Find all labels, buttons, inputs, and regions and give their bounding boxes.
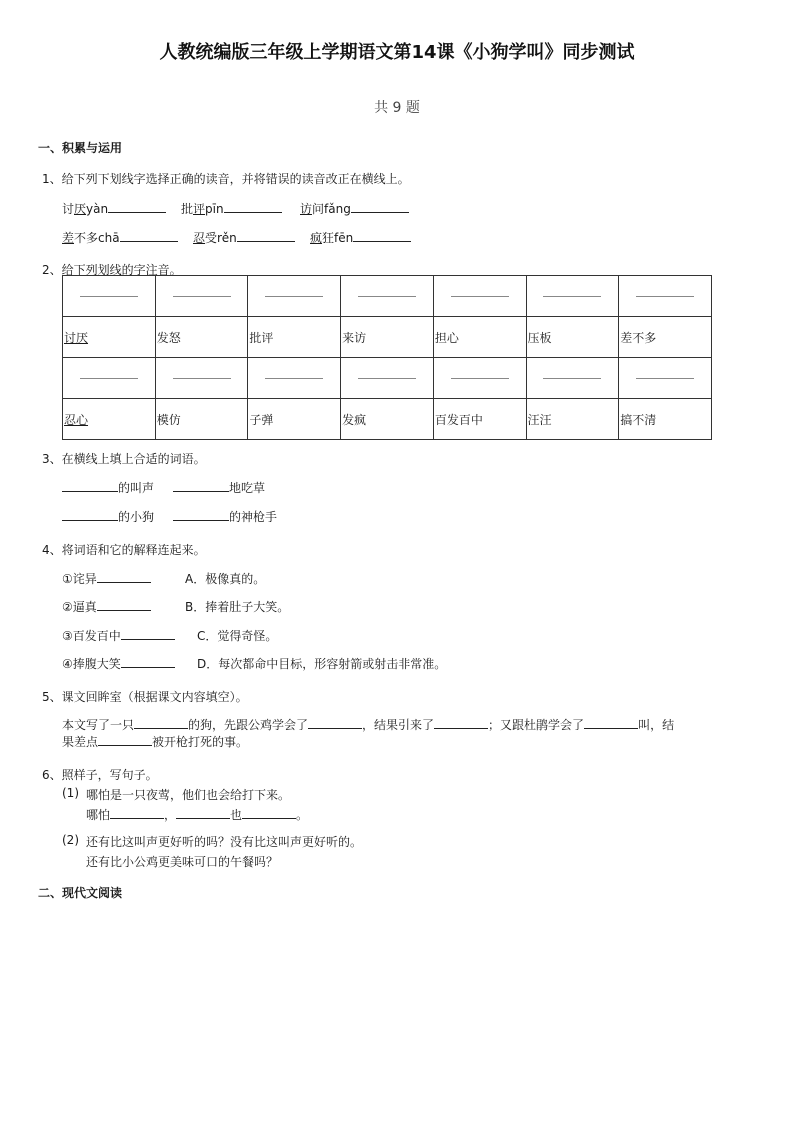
word-cell: 发疯 [341, 399, 434, 440]
word-cell: 担心 [433, 317, 526, 358]
question-count: 共 9 题 [374, 100, 420, 116]
q6-sub-2-number: (2) [62, 833, 79, 847]
table-row [63, 276, 712, 317]
q3-item: 的小狗 [62, 508, 154, 525]
answer-blank[interactable] [434, 717, 488, 729]
table-row [63, 358, 712, 399]
pinyin-blank-cell[interactable] [526, 358, 619, 399]
answer-blank[interactable] [62, 480, 118, 492]
q1-item-5: 忍受rěn [193, 229, 295, 246]
pinyin-blank-cell[interactable] [619, 276, 712, 317]
question-4-text: 4、将词语和它的解释连起来。 [42, 543, 206, 557]
pinyin-blank-cell[interactable] [433, 276, 526, 317]
q4-definition: A．极像真的。 [185, 572, 266, 586]
answer-blank[interactable] [173, 480, 229, 492]
q6-sub-2-prompt: 还有比小公鸡更美味可口的午餐吗？ [86, 855, 279, 869]
answer-blank[interactable] [97, 571, 151, 583]
word-cell: 讨厌 [63, 317, 156, 358]
pinyin-table [62, 275, 712, 440]
pinyin-blank-cell[interactable] [63, 276, 156, 317]
word-cell: 子弹 [248, 399, 341, 440]
answer-blank[interactable] [353, 230, 411, 242]
q6-sub-1-example: 哪怕是一只夜莺，他们也会给打下来。 [86, 788, 291, 802]
question-5-text: 5、课文回眸室（根据课文内容填空）。 [42, 690, 248, 704]
pinyin-blank-cell[interactable] [341, 358, 434, 399]
q6-sub-1-answer: 哪怕 ， 也 。 [86, 808, 309, 822]
answer-blank[interactable] [98, 734, 152, 746]
word-cell: 百发百中 [433, 399, 526, 440]
pinyin-blank-cell[interactable] [63, 358, 156, 399]
pinyin-blank-cell[interactable] [526, 276, 619, 317]
word-cell: 来访 [341, 317, 434, 358]
pinyin-blank-cell[interactable] [155, 276, 248, 317]
q1-item-4: 差不多chā [62, 229, 178, 246]
pinyin-blank-cell[interactable] [433, 358, 526, 399]
q1-item-2: 批评pīn [181, 200, 282, 217]
answer-blank[interactable] [120, 230, 178, 242]
q4-term: ①诧异 [62, 570, 151, 587]
q4-definition: C．觉得奇怪。 [197, 629, 278, 643]
word-cell: 发怒 [155, 317, 248, 358]
answer-blank[interactable] [97, 599, 151, 611]
q6-sub-2-example: 还有比这叫声更好听的吗？没有比这叫声更好听的。 [86, 835, 363, 849]
word-cell: 压板 [526, 317, 619, 358]
answer-blank[interactable] [351, 201, 409, 213]
q5-line-2: 果差点 被开枪打死的事。 [62, 735, 249, 749]
q4-definition: B．捧着肚子大笑。 [185, 600, 290, 614]
q3-item: 的叫声 [62, 479, 154, 496]
answer-blank[interactable] [237, 230, 295, 242]
section-heading-2: 二、现代文阅读 [38, 886, 123, 900]
pinyin-blank-cell[interactable] [248, 276, 341, 317]
answer-blank[interactable] [110, 807, 164, 819]
answer-blank[interactable] [176, 807, 230, 819]
word-cell: 差不多 [619, 317, 712, 358]
page-title: 人教统编版三年级上学期语文第14课《小狗学叫》同步测试 [159, 42, 635, 63]
table-row [63, 399, 712, 440]
pinyin-blank-cell[interactable] [341, 276, 434, 317]
q3-item: 地吃草 [173, 479, 265, 496]
word-cell: 搞不清 [619, 399, 712, 440]
pinyin-blank-cell[interactable] [619, 358, 712, 399]
answer-blank[interactable] [173, 509, 229, 521]
answer-blank[interactable] [308, 717, 362, 729]
pinyin-blank-cell[interactable] [248, 358, 341, 399]
word-cell: 模仿 [155, 399, 248, 440]
answer-blank[interactable] [62, 509, 118, 521]
question-1-text: 1、给下列下划线字选择正确的读音，并将错误的读音改正在横线上。 [42, 172, 410, 186]
q6-sub-1-number: (1) [62, 786, 79, 800]
answer-blank[interactable] [134, 717, 188, 729]
q4-definition: D．每次都命中目标，形容射箭或射击非常准。 [197, 657, 447, 671]
question-6-text: 6、照样子，写句子。 [42, 768, 158, 782]
answer-blank[interactable] [108, 201, 166, 213]
q1-item-3: 访问fǎng [300, 200, 409, 217]
word-cell: 汪汪 [526, 399, 619, 440]
answer-blank[interactable] [584, 717, 638, 729]
q4-term: ②逼真 [62, 598, 151, 615]
answer-blank[interactable] [121, 656, 175, 668]
question-3-text: 3、在横线上填上合适的词语。 [42, 452, 206, 466]
q1-item-6: 疯狂fēn [310, 229, 411, 246]
answer-blank[interactable] [121, 628, 175, 640]
table-row [63, 317, 712, 358]
q3-item: 的神枪手 [173, 508, 277, 525]
q1-item-1: 讨厌yàn [62, 200, 166, 217]
q5-line-1: 本文写了一只 的狗，先跟公鸡学会了 ，结果引来了 ；又跟杜鹃学会了 叫，结 [62, 718, 675, 732]
word-cell: 忍心 [63, 399, 156, 440]
word-cell: 批评 [248, 317, 341, 358]
pinyin-blank-cell[interactable] [155, 358, 248, 399]
q4-term: ③百发百中 [62, 627, 175, 644]
question-2-text: 2、给下列划线的字注音。 [42, 263, 182, 277]
section-heading-1: 一、积累与运用 [38, 141, 123, 155]
answer-blank[interactable] [242, 807, 296, 819]
q4-term: ④捧腹大笑 [62, 655, 175, 672]
answer-blank[interactable] [224, 201, 282, 213]
